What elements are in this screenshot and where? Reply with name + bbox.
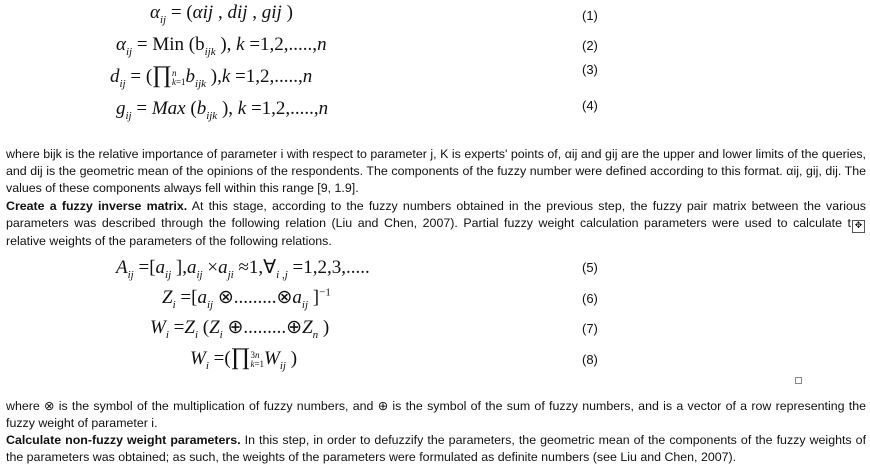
paragraph-non-fuzzy-weight bbox=[6, 432, 866, 466]
paragraph-symbols-text: where ⊗ is the symbol of the multiplication of fuzzy numbers, and ⊕ is the symbol of the sum of fuzzy numbers, and is a vector of a row representing the fuzzy weight of parameter i. bbox=[6, 399, 866, 431]
equation-2: $\alpha_{ij}$ = Min ($b_{ijk}$ ), k =1,2,.....,n bbox=[116, 34, 327, 58]
equation-7-number: (7) bbox=[582, 321, 598, 336]
equation-1-number: (1) bbox=[582, 8, 598, 23]
equation-2-number: (2) bbox=[582, 38, 598, 53]
equation-3: $d_{ij}$ = (∏n $k=1b_{ijk}$ ),k =1,2,.....,n bbox=[110, 62, 313, 90]
equation-4-number: (4) bbox=[582, 98, 598, 113]
equation-8-number: (8) bbox=[582, 352, 598, 367]
equation-8: $W_i$ =(∏3n $k=1W_{ij}$ ) bbox=[190, 344, 298, 372]
heading-non-fuzzy-weight: Calculate non-fuzzy weight parameters. bbox=[6, 433, 241, 447]
equation-5: $A_{ij} =[a_{ij}$ ]$,a_{ij} \times a_{ji}$ $\approx 1,\forall_{i ,j} =1,2,3$,..... bbox=[116, 257, 370, 281]
paragraph-symbols bbox=[6, 398, 866, 432]
paragraph-fuzzy-inverse-matrix-text-b: relative weights of the parameters of the following relations. bbox=[6, 234, 332, 249]
heading-fuzzy-inverse-matrix: Create a fuzzy inverse matrix. bbox=[6, 199, 188, 213]
equation-5-number: (5) bbox=[582, 260, 598, 275]
paragraph-definitions-text: where bijk is the relative importance of parameter i with respect to parameter j, K is experts' points of, αij and gij are the upper and lower limits of the queries, and dij is the geometric mean of the opinions of the respondents. The components of the fuzzy number were defined according to this format. αij, gij, dij. The values of these components always fell within this range [9, 1.9]. bbox=[6, 147, 866, 196]
equation-6: $Z_i =[a_{ij}$ $\otimes.........\otimes a_{ij}$ ]$^{-1}$ bbox=[162, 286, 331, 311]
equation-7: $W_i =Z_i$ ($Z_i$ $\oplus.........\oplus Z_n$ ) bbox=[150, 317, 330, 341]
equation-6-number: (6) bbox=[582, 291, 598, 306]
paragraph-definitions bbox=[6, 146, 866, 198]
paragraph-non-fuzzy-weight-text: In this step, in order to defuzzify the parameters, the geometric mean of the components of the fuzzy weights of the parameters was obtained; as such, the weights of the parameters were formulated as definite numbers (see Liu and Chen, 2007). bbox=[6, 433, 867, 465]
equation-3-number: (3) bbox=[582, 62, 598, 77]
placeholder-box bbox=[795, 377, 802, 384]
equation-1: $\alpha_{ij} = (\alpha ij$ , dij , gij ) bbox=[150, 2, 293, 26]
move-cursor-icon: ✥ bbox=[852, 220, 865, 233]
equation-4: $g_{ij}$ = Max ($b_{ijk}$ ), k =1,2,.....,n bbox=[116, 98, 329, 122]
paragraph-fuzzy-inverse-matrix bbox=[6, 198, 866, 250]
paragraph-fuzzy-inverse-matrix-text-a: At this stage, according to the fuzzy numbers obtained in the previous step, the fuzzy pair matrix between the various parameters was described through the following relation (Liu and Chen, 2007). Partial fuzzy weight calculation parameters were used to calculate t bbox=[6, 199, 866, 231]
